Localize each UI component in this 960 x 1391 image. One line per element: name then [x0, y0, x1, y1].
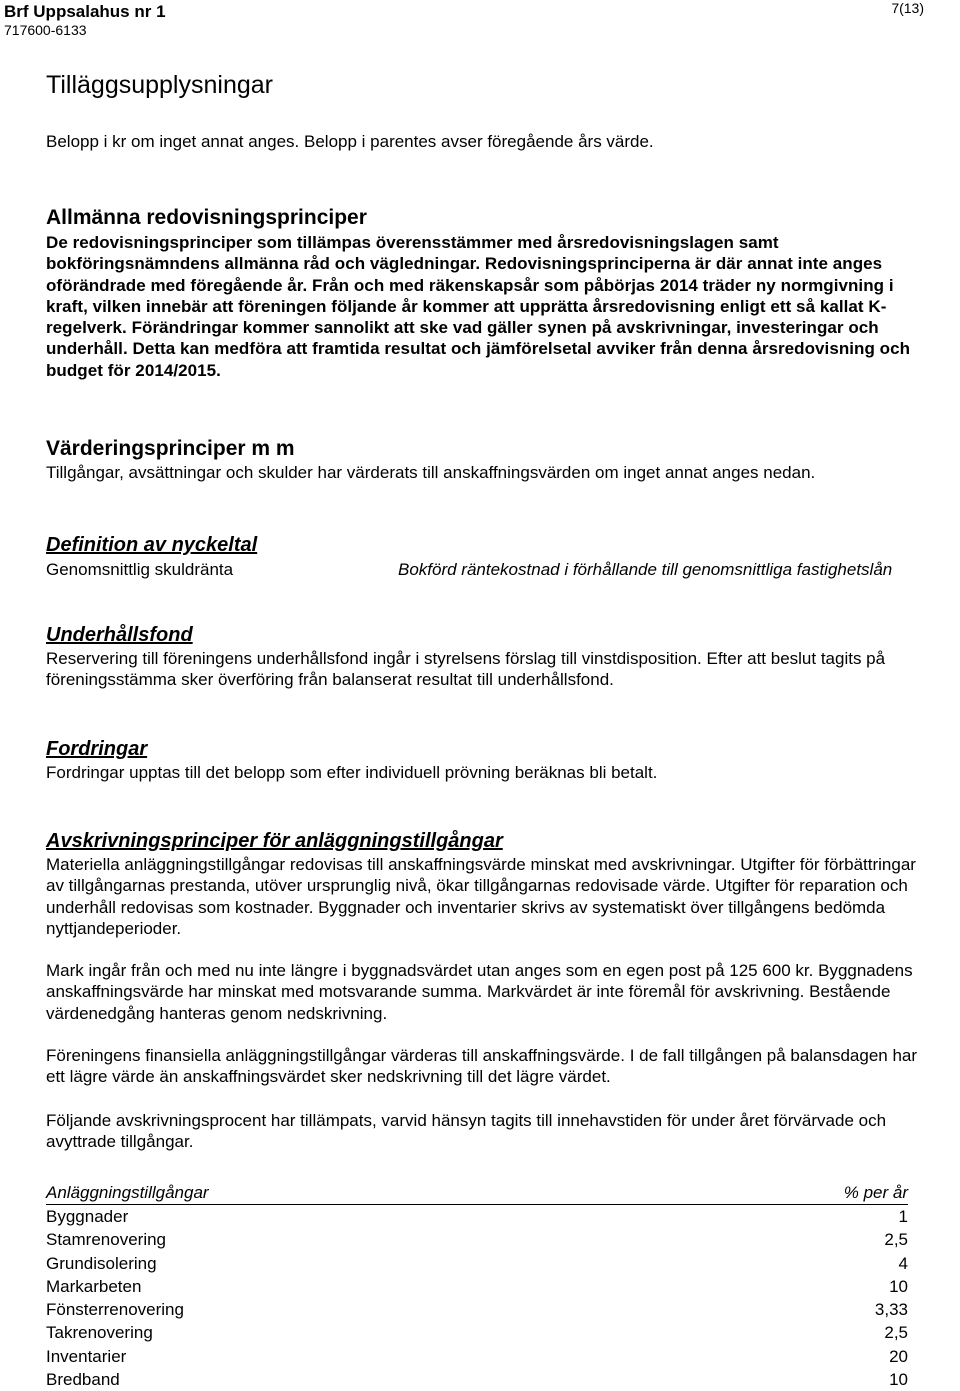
valuation-principles-text: Tillgångar, avsättningar och skulder har värderats till anskaffningsvärden om inget annat anges nedan. — [46, 463, 816, 482]
heading-depreciation-principles: Avskrivningsprinciper för anläggningstillgångar — [46, 830, 503, 852]
asset-rate: 3,33 — [874, 1300, 908, 1320]
table-row — [46, 1205, 908, 1229]
depreciation-paragraph-1: Materiella anläggningstillgångar redovisas till anskaffningsvärde minskat med avskrivningar. Utgifter för förbättringar av tillgångarnas prestanda, utöver ursprunglig nivå, ökar tillgångarnas redovisade värde. Utgifter för reparation och underhåll redovisas som kostnader. Byggnader och inventarier skrivs av systematiskt över tillgångens bedömda nyttjandeperioder. — [46, 855, 916, 938]
asset-name: Grundisolering — [46, 1253, 157, 1273]
column-header-asset: Anläggningstillgångar — [46, 1182, 664, 1205]
asset-rate: 10 — [889, 1370, 908, 1390]
table-row — [46, 1252, 908, 1275]
asset-rate: 20 — [889, 1346, 908, 1366]
table-row — [46, 1275, 908, 1298]
organization-name: Brf Uppsalahus nr 1 — [4, 2, 166, 21]
table-row — [46, 1345, 908, 1368]
asset-name: Markarbeten — [46, 1276, 142, 1296]
page-number: 7(13) — [891, 0, 924, 16]
asset-name: Bredband — [46, 1370, 120, 1390]
maintenance-fund-text: Reservering till föreningens underhållsfond ingår i styrelsens förslag till vinstdisposition. Efter att beslut tagits på föreningsstämma sker överföring från balanserat resultat till underhållsfond. — [46, 649, 886, 690]
heading-valuation-principles: Värderingsprinciper m m — [46, 437, 295, 460]
asset-rate: 1 — [898, 1207, 908, 1226]
asset-name: Fönsterrenovering — [46, 1300, 184, 1320]
asset-rate: 10 — [889, 1276, 908, 1296]
depreciation-paragraph-4: Följande avskrivningsprocent har tillämpats, varvid hänsyn tagits till innehavstiden för under året förvärvade och avyttrade tillgångar. — [46, 1111, 887, 1152]
heading-key-ratio-definition: Definition av nyckeltal — [46, 534, 258, 556]
column-header-rate: % per år — [664, 1182, 908, 1205]
organization-number: 717600-6133 — [4, 22, 87, 38]
intro-text: Belopp i kr om inget annat anges. Belopp i parentes avser föregående års värde. — [46, 132, 654, 151]
asset-name: Byggnader — [46, 1207, 129, 1226]
table-row — [46, 1228, 908, 1251]
asset-name: Takrenovering — [46, 1323, 153, 1343]
heading-maintenance-fund: Underhållsfond — [46, 624, 193, 646]
key-ratio-label: Genomsnittlig skuldränta — [46, 560, 234, 579]
accounting-principles-text: De redovisningsprinciper som tillämpas överensstämmer med årsredovisningslagen samt bokföringsnämndens allmänna råd och vägledningar. Redovisningsprinciperna är där annat inte anges oförändrade med föregående år. Från och med räkenskapsår som påbörjas 2014 träder ny normgivning i kraft, vilken innebär att föreningen följande år kommer att upprätta årsredovisning enligt ett så kallat K-regelverk. Förändringar kommer sannolikt att ske vad gäller synen på avskrivningar, investeringar och underhåll. Detta kan medföra att framtida resultat och jämförelsetal avviker från denna årsredovisning och budget för 2014/2015. — [46, 233, 911, 380]
depreciation-rates-table — [46, 1182, 908, 1391]
depreciation-paragraph-2: Mark ingår från och med nu inte längre i byggnadsvärdet utan anges som en egen post på 125 600 kr. Byggnadens anskaffningsvärde har minskat med motsvarande summa. Markvärdet är inte föremål för avskrivning. Bestående värdenedgång hanteras genom nedskrivning. — [46, 961, 913, 1023]
page-title: Tilläggsupplysningar — [46, 71, 273, 99]
asset-rate: 2,5 — [884, 1323, 908, 1343]
depreciation-paragraph-3: Föreningens finansiella anläggningstillgångar värderas till anskaffningsvärde. I de fall tillgången på balansdagen har ett lägre värde än anskaffningsvärdet sker nedskrivning till det lägre värdet. — [46, 1046, 918, 1087]
heading-accounting-principles: Allmänna redovisningsprinciper — [46, 206, 367, 229]
table-row — [46, 1321, 908, 1344]
asset-rate: 2,5 — [884, 1230, 908, 1250]
asset-name: Inventarier — [46, 1346, 127, 1366]
table-header-row — [46, 1182, 908, 1205]
heading-receivables: Fordringar — [46, 738, 148, 760]
asset-name: Stamrenovering — [46, 1230, 167, 1250]
asset-rate: 4 — [898, 1253, 908, 1273]
table-row — [46, 1298, 908, 1321]
key-ratio-definition: Bokförd räntekostnad i förhållande till genomsnittliga fastighetslån — [398, 560, 893, 579]
receivables-text: Fordringar upptas till det belopp som efter individuell prövning beräknas bli betalt. — [46, 763, 658, 782]
